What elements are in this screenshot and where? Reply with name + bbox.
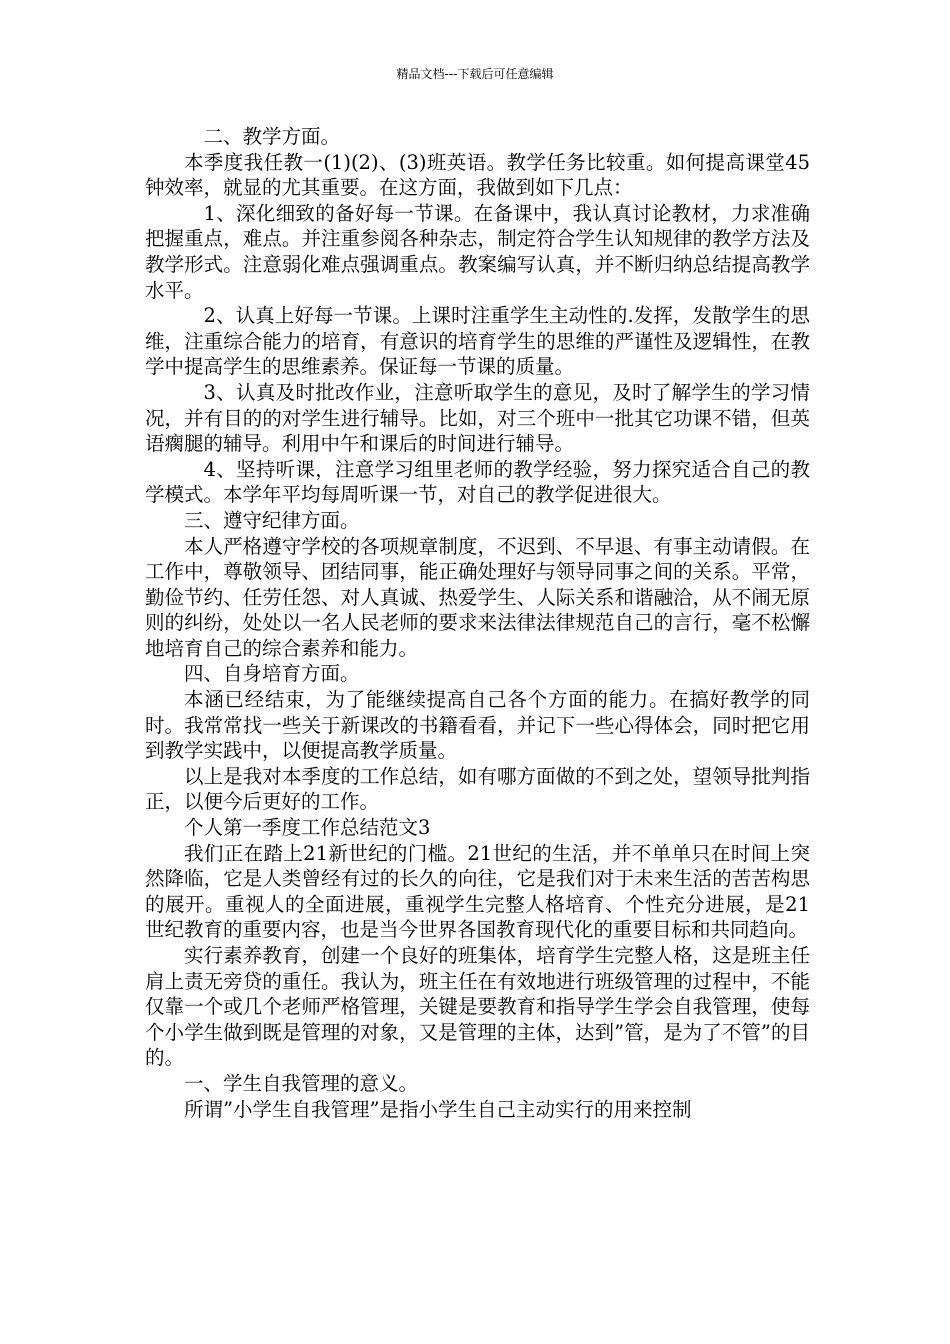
paragraph: 以上是我对本季度的工作总结，如有哪方面做的不到之处，望领导批判指正，以便今后更好的工作。 xyxy=(145,764,810,814)
page-header: 精品文档---下载后可任意编辑 xyxy=(396,67,554,81)
section-heading: 四、自身培育方面。 xyxy=(184,662,360,686)
article-title: 个人第一季度工作总结范文3 xyxy=(184,816,431,840)
paragraph: 2、认真上好每一节课。上课时注重学生主动性的.发挥，发散学生的思维，注重综合能力的培育，有意识的培育学生的思维的严谨性及逻辑性，在教学中提高学生的思维素养。保证每一节课的质量。 xyxy=(145,304,810,379)
paragraph: 实行素养教育，创建一个良好的班集体，培育学生完整人格，这是班主任肩上责无旁贷的重任。我认为，班主任在有效地进行班级管理的过程中，不能仅靠一个或几个老师严格管理，关键是要教育和指导学生学会自我管理，使每个小学生做到既是管理的对象，又是管理的主体，达到”管，是为了不管”的目的。 xyxy=(145,944,810,1070)
paragraph: 本季度我任教一(1)(2)、(3)班英语。教学任务比较重。如何提高课堂45钟效率，就显的尤其重要。在这方面，我做到如下几点： xyxy=(145,150,810,200)
section-heading: 三、遵守纪律方面。 xyxy=(184,508,360,532)
paragraph: 4、坚持听课，注意学习组里老师的教学经验，努力探究适合自己的教学模式。本学年平均每周听课一节，对自己的教学促进很大。 xyxy=(145,457,810,507)
paragraph: 1、深化细致的备好每一节课。在备课中，我认真讨论教材，力求准确把握重点，难点。并注重参阅各种杂志，制定符合学生认知规律的教学方法及教学形式。注意弱化难点强调重点。教案编写认真，并不断归纳总结提高教学水平。 xyxy=(145,201,810,302)
section-heading: 一、学生自我管理的意义。 xyxy=(184,1071,419,1095)
paragraph: 我们正在踏上21新世纪的门槛。21世纪的生活，并不单单只在时间上突然降临，它是人类曾经有过的长久的向往，它是我们对于未来生活的苦苦构思的展开。重视人的全面进展，重视学生完整人格培育、个性充分进展，是21世纪教育的重要内容，也是当今世界各国教育现代化的重要目标和共同趋向。 xyxy=(145,841,810,942)
paragraph: 本人严格遵守学校的各项规章制度，不迟到、不早退、有事主动请假。在工作中，尊敬领导、团结同事，能正确处理好与领导同事之间的关系。平常，勤俭节约、任劳任怨、对人真诚、热爱学生、人际关系和谐融洽，从不闹无原则的纠纷，处处以一名人民老师的要求来法律法律规范自己的言行，毫不松懈地培育自己的综合素养和能力。 xyxy=(145,534,810,660)
paragraph: 3、认真及时批改作业，注意听取学生的意见，及时了解学生的学习情况，并有目的的对学生进行辅导。比如，对三个班中一批其它功课不错，但英语瘸腿的辅导。利用中午和课后的时间进行辅导。 xyxy=(145,380,810,456)
paragraph: 本涵已经结束，为了能继续提高自己各个方面的能力。在搞好教学的同时。我常常找一些关于新课改的书籍看看，并记下一些心得体会，同时把它用到教学实践中，以便提高教学质量。 xyxy=(145,688,810,763)
paragraph: 所谓”小学生自我管理”是指小学生自己主动实行的用来控制 xyxy=(184,1097,692,1121)
document-body xyxy=(145,124,810,1122)
section-heading: 二、教学方面。 xyxy=(203,125,341,148)
